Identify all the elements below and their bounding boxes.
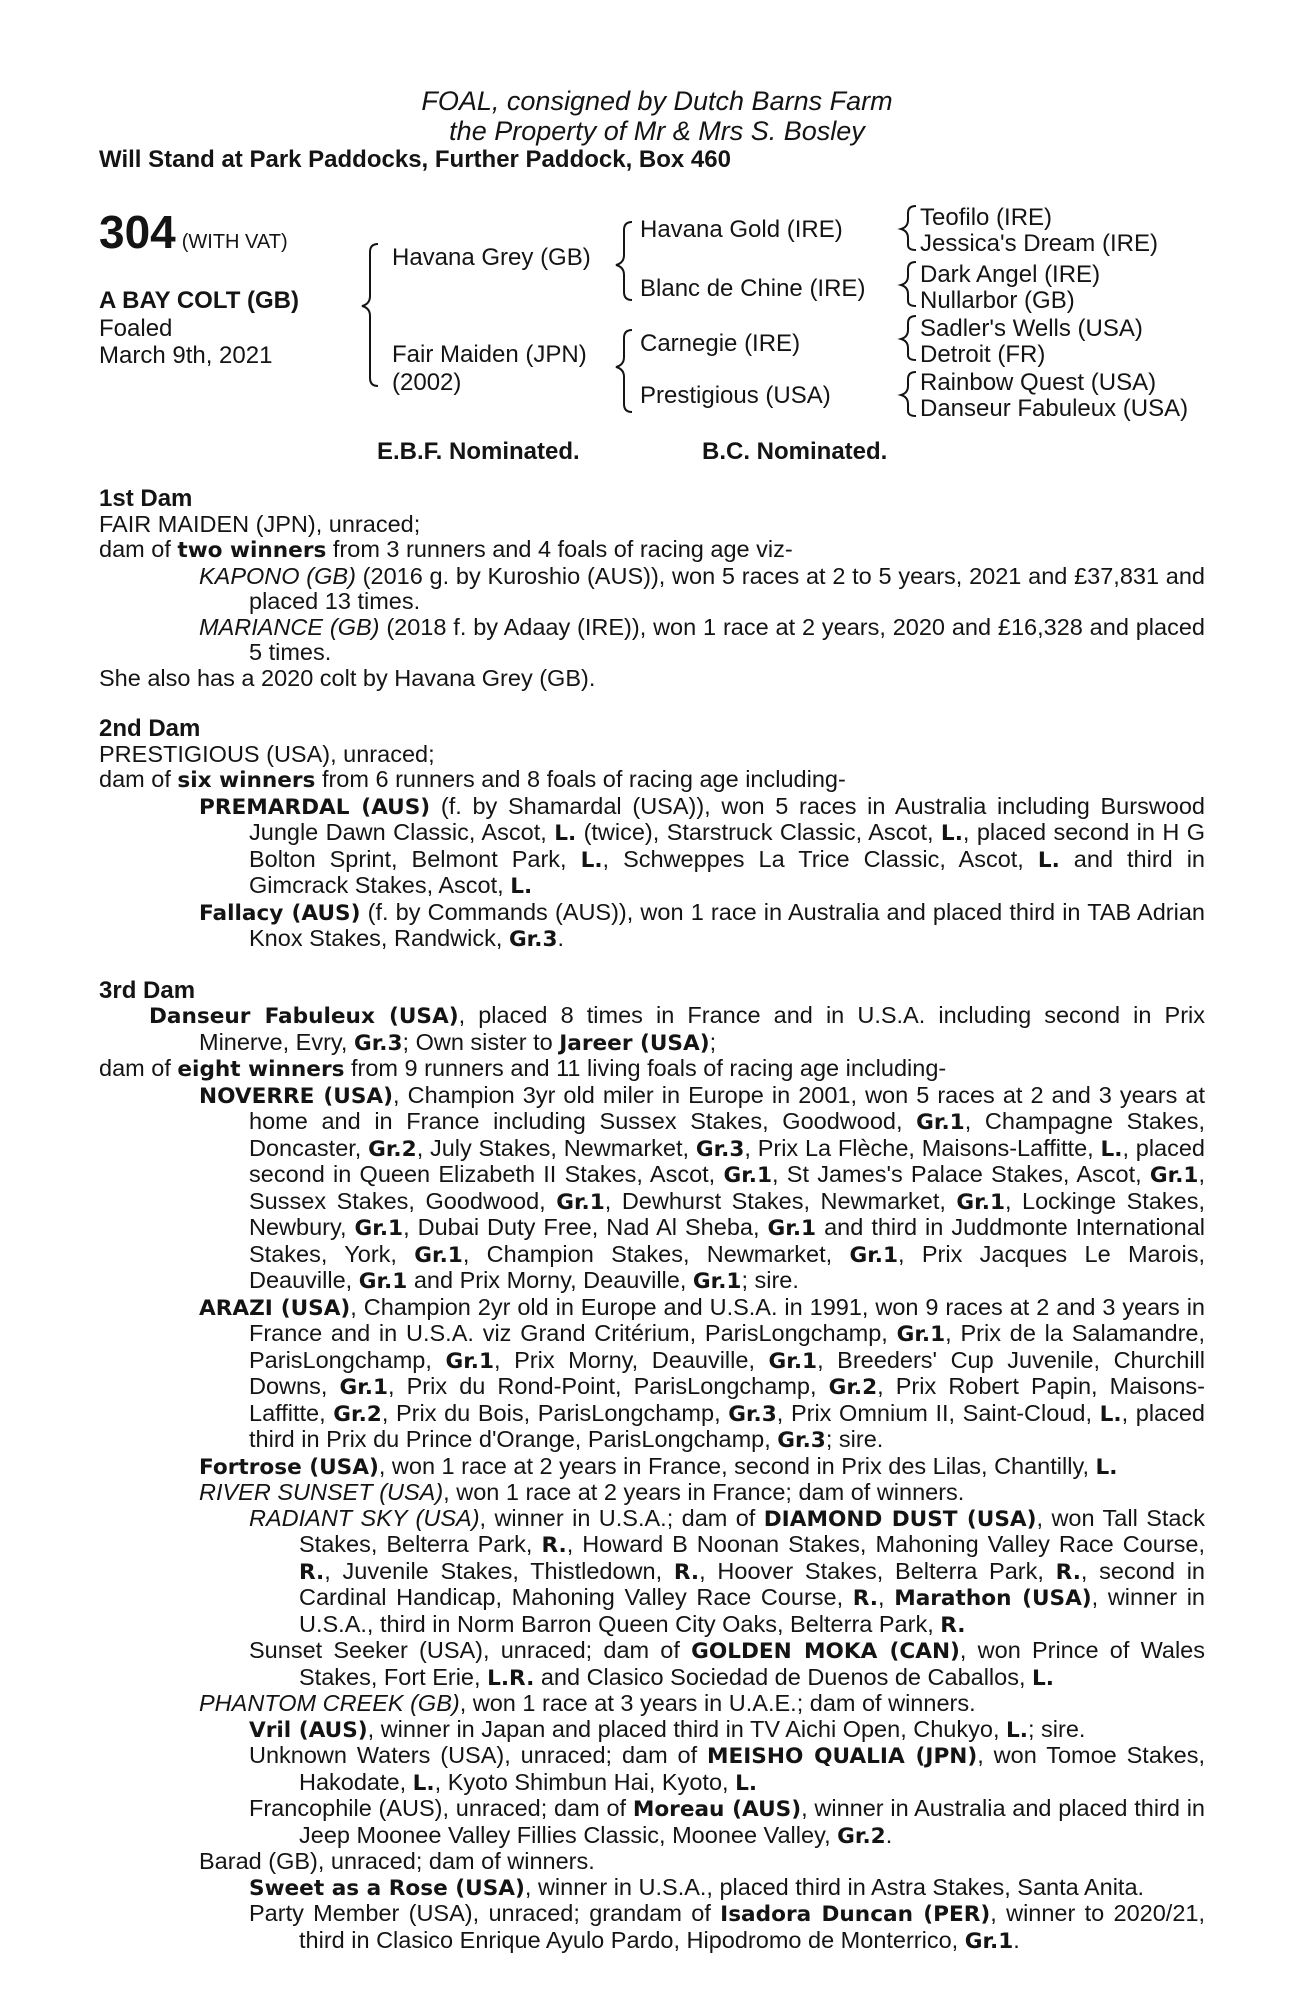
- brace-sire-dam: [362, 244, 378, 386]
- bc-nominated: B.C. Nominated.: [702, 438, 888, 465]
- ebf-nominated: E.B.F. Nominated.: [377, 438, 580, 465]
- consignor-line: FOAL, consigned by Dutch Barns Farm: [421, 86, 893, 116]
- sire-sire: Havana Gold (IRE): [640, 216, 843, 243]
- granddam-line-6: Detroit (FR): [920, 341, 1046, 368]
- foaled-date: March 9th, 2021: [99, 342, 273, 369]
- produce-party-member: Party Member (USA), unraced; grandam of Isadora Duncan (PER), winner to 2020/21, third in Clasico Enrique Ayulo Pardo, Hipodromo de Monterrico, Gr.1.: [249, 1900, 1206, 1954]
- lot-description: A BAY COLT (GB): [99, 287, 300, 314]
- brace-sire-line: [616, 222, 632, 300]
- granddam-line-7: Rainbow Quest (USA): [920, 369, 1157, 396]
- produce-sunset-seeker: Sunset Seeker (USA), unraced; dam of GOLDEN MOKA (CAN), won Prince of Wales Stakes, Fort Erie, L.R. and Clasico Sociedad de Duenos de Caballos, L.: [249, 1637, 1205, 1691]
- second-dam-summary: dam of six winners from 6 runners and 8 foals of racing age including-: [99, 766, 846, 793]
- stand-line: Will Stand at Park Paddocks, Further Paddock, Box 460: [99, 146, 731, 173]
- dam-sire: Carnegie (IRE): [640, 330, 801, 357]
- third-dam-heading: 3rd Dam: [99, 976, 196, 1004]
- brace-g3: [901, 316, 916, 360]
- produce-francophile: Francophile (AUS), unraced; dam of Moreau (AUS), winner in Australia and placed third in Jeep Moonee Valley Fillies Classic, Moonee Valley, Gr.2.: [249, 1795, 1205, 1849]
- sire-dam: Blanc de Chine (IRE): [640, 275, 866, 302]
- foaled-label: Foaled: [99, 315, 173, 342]
- first-dam-runner-1: KAPONO (GB) (2016 g. by Kuroshio (AUS)), won 5 races at 2 to 5 years, 2021 and £37,831 and placed 13 times.: [199, 562, 1205, 614]
- brace-dam-line: [616, 330, 632, 412]
- vat-label: (WITH VAT): [181, 231, 288, 253]
- produce-phantom-creek: PHANTOM CREEK (GB), won 1 race at 3 years in U.A.E.; dam of winners.: [199, 1690, 976, 1716]
- produce-record: [99, 486, 1205, 1954]
- lot-number: 304: [99, 206, 176, 258]
- brace-g1: [901, 206, 916, 250]
- granddam-line-8: Danseur Fabuleux (USA): [920, 395, 1189, 422]
- granddam-line-5: Sadler's Wells (USA): [920, 315, 1143, 342]
- first-dam-runner-2: MARIANCE (GB) (2018 f. by Adaay (IRE)), won 1 race at 2 years, 2020 and £16,328 and placed 5 times.: [199, 613, 1205, 665]
- granddam-line-3: Dark Angel (IRE): [920, 261, 1101, 288]
- brace-g2: [901, 262, 916, 306]
- produce-barad: Barad (GB), unraced; dam of winners.: [199, 1848, 595, 1874]
- produce-arazi: ARAZI (USA), Champion 2yr old in Europe and U.S.A. in 1991, won 9 races at 2 and 3 years in France and in U.S.A. viz Grand Critérium, ParisLongchamp, Gr.1, Prix de la Salamandre, ParisLongchamp, Gr.1, Prix Morny, Deauville, Gr.1, Breeders' Cup Juvenile, Churchill Downs, Gr.1, Prix du Rond-Point, ParisLongchamp, Gr.2, Prix Robert Papin, Maisons-Laffitte, Gr.2, Prix du Bois, ParisLongchamp, Gr.3, Prix Omnium II, Saint-Cloud, L., placed third in Prix du Prince d'Orange, ParisLongchamp, Gr.3; sire.: [199, 1293, 1205, 1453]
- second-dam-name: PRESTIGIOUS (USA), unraced;: [99, 740, 435, 767]
- third-dam-name: Danseur Fabuleux (USA), placed 8 times in France and in U.S.A. including second in Prix Minerve, Evry, Gr.3; Own sister to Jareer (USA);: [149, 1002, 1205, 1056]
- produce-fortrose: Fortrose (USA), won 1 race at 2 years in France, second in Prix des Lilas, Chantilly, L.: [199, 1452, 1118, 1480]
- produce-radiant-sky: RADIANT SKY (USA), winner in U.S.A.; dam of DIAMOND DUST (USA), won Tall Stack Stakes, Belterra Park, R., Howard B Noonan Stakes, Mahoning Valley Race Course, R., Juvenile Stakes, Thistledown, R., Hoover Stakes, Belterra Park, R., second in Cardinal Handicap, Mahoning Valley Race Course, R., Marathon (USA), winner in U.S.A., third in Norm Barron Queen City Oaks, Belterra Park, R.: [249, 1504, 1205, 1638]
- produce-sweet-as-a-rose: Sweet as a Rose (USA), winner in U.S.A., placed third in Astra Stakes, Santa Anita.: [249, 1873, 1145, 1901]
- granddam-line-4: Nullarbor (GB): [920, 287, 1075, 314]
- second-dam-produce-1: PREMARDAL (AUS) (f. by Shamardal (USA)), won 5 races in Australia including Burswood Jungle Dawn Classic, Ascot, L. (twice), Starstruck Classic, Ascot, L., placed second in H G Bolton Sprint, Belmont Park, L., Schweppes La Trice Classic, Ascot, L. and third in Gimcrack Stakes, Ascot, L.: [199, 792, 1205, 899]
- property-line: the Property of Mr & Mrs S. Bosley: [449, 116, 865, 146]
- granddam-line-2: Jessica's Dream (IRE): [920, 230, 1158, 257]
- third-dam-summary: dam of eight winners from 9 runners and 11 living foals of racing age including-: [99, 1055, 947, 1082]
- dam-dam: Prestigious (USA): [640, 382, 831, 409]
- first-dam-name: FAIR MAIDEN (JPN), unraced;: [99, 510, 421, 537]
- second-dam-heading: 2nd Dam: [99, 715, 201, 742]
- produce-unknown-waters: Unknown Waters (USA), unraced; dam of MEISHO QUALIA (JPN), won Tomoe Stakes, Hakodate, L., Kyoto Shimbun Hai, Kyoto, L.: [249, 1742, 1205, 1796]
- produce-noverre: NOVERRE (USA), Champion 3yr old miler in Europe in 2001, won 5 races at 2 and 3 years at home and in France including Sussex Stakes, Goodwood, Gr.1, Champagne Stakes, Doncaster, Gr.2, July Stakes, Newmarket, Gr.3, Prix La Flèche, Maisons-Laffitte, L., placed second in Queen Elizabeth II Stakes, Ascot, Gr.1, St James's Palace Stakes, Ascot, Gr.1, Sussex Stakes, Goodwood, Gr.1, Dewhurst Stakes, Newmarket, Gr.1, Lockinge Stakes, Newbury, Gr.1, Dubai Duty Free, Nad Al Sheba, Gr.1 and third in Juddmonte International Stakes, York, Gr.1, Champion Stakes, Newmarket, Gr.1, Prix Jacques Le Marois, Deauville, Gr.1 and Prix Morny, Deauville, Gr.1; sire.: [199, 1081, 1206, 1294]
- sire-name: Havana Grey (GB): [392, 244, 591, 271]
- produce-river-sunset: RIVER SUNSET (USA), won 1 race at 2 years in France; dam of winners.: [199, 1479, 965, 1505]
- first-dam-heading: 1st Dam: [99, 485, 193, 512]
- dam-name: Fair Maiden (JPN): [392, 341, 587, 368]
- produce-vril: Vril (AUS), winner in Japan and placed third in TV Aichi Open, Chukyo, L.; sire.: [249, 1715, 1086, 1743]
- first-dam-footer: She also has a 2020 colt by Havana Grey (GB).: [99, 664, 596, 691]
- first-dam-summary: dam of two winners from 3 runners and 4 foals of racing age viz-: [99, 536, 793, 563]
- second-dam-produce-2: Fallacy (AUS) (f. by Commands (AUS)), won 1 race in Australia and placed third in TAB Adrian Knox Stakes, Randwick, Gr.3.: [199, 898, 1205, 952]
- dam-year: (2002): [392, 369, 462, 396]
- granddam-line-1: Teofilo (IRE): [920, 204, 1053, 231]
- brace-g4: [901, 372, 916, 416]
